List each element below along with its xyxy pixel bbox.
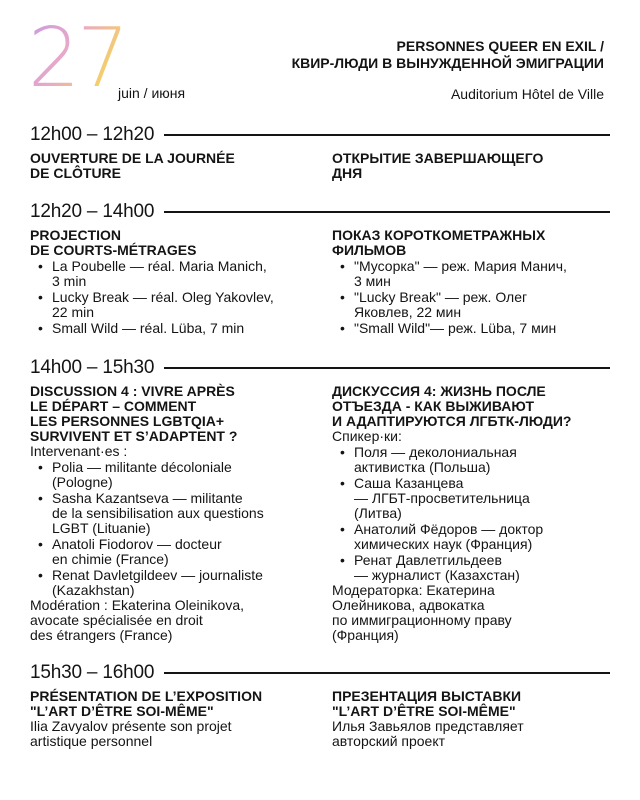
list-item-line: (Kazakhstan) — [52, 582, 135, 598]
heading-line: PROJECTION — [30, 227, 122, 243]
time-row — [30, 199, 610, 225]
session-heading — [332, 228, 610, 258]
list-item-line: активистка (Польша) — [354, 459, 491, 475]
session-heading — [30, 384, 312, 444]
session-block — [30, 355, 610, 654]
session-block — [30, 199, 610, 352]
heading-line: ОТЪЕЗДА - КАК ВЫЖИВАЮТ — [332, 398, 535, 414]
divider-line — [164, 211, 610, 213]
list-item-line: • Поля — деколониальная — [354, 444, 517, 460]
list-item-line: • "Lucky Break" — реж. Олег — [354, 289, 528, 305]
time-row — [30, 660, 610, 686]
column-fr — [30, 228, 312, 336]
list-item-line: en chimie (France) — [52, 551, 169, 567]
session-heading — [30, 228, 312, 258]
event-title-line: КВИР-ЛЮДИ В ВЫНУЖДЕННОЙ ЭМИГРАЦИИ — [291, 55, 604, 71]
list-item-line: • "Small Wild"— реж. Lüba, 7 мин — [354, 320, 557, 336]
list-item-line: • Small Wild — réal. Lüba, 7 min — [52, 320, 245, 336]
list-item — [38, 491, 312, 536]
column-ru — [332, 384, 610, 643]
heading-line: DE CLÔTURE — [30, 165, 121, 181]
month-label: juin / июня — [118, 85, 186, 101]
list-item-line: • La Poubelle — réal. Maria Manich, — [52, 258, 267, 274]
list-item-line: • Саша Казанцева — [354, 475, 464, 491]
list-item — [38, 568, 312, 598]
time-row — [30, 355, 610, 381]
list-item-line: de la sensibilisation aux questions — [52, 505, 264, 521]
venue-label: Auditorium Hôtel de Ville — [450, 86, 604, 102]
session-columns — [30, 689, 610, 759]
column-ru — [332, 151, 610, 181]
heading-line: ДНЯ — [332, 165, 363, 181]
session-columns — [30, 151, 610, 201]
list-item-line: • Lucky Break — réal. Oleg Yakovlev, — [52, 289, 274, 305]
heading-line: "L’ART D’ÊTRE SOI-MÊME" — [30, 703, 214, 719]
session-note — [30, 719, 312, 749]
note-line: Ilia Zavyalov présente son projet — [30, 718, 232, 734]
heading-line: ПРЕЗЕНТАЦИЯ ВЫСТАВКИ — [332, 688, 522, 704]
time-label: 14h00 – 15h30 — [30, 357, 155, 378]
list-item — [340, 259, 610, 289]
list-item — [38, 259, 312, 289]
list-item — [340, 290, 610, 320]
list-item-line: (Литва) — [354, 505, 402, 521]
note-line: (Франция) — [332, 627, 399, 643]
session-block — [30, 122, 610, 201]
time-row — [30, 122, 610, 148]
time-label: 12h00 – 12h20 — [30, 124, 155, 145]
heading-line: DE COURTS-MÉTRAGES — [30, 242, 197, 258]
day-number: 27 — [28, 11, 127, 106]
list-item — [340, 476, 610, 521]
list-item-line: • "Мусорка" — реж. Мария Манич, — [354, 258, 567, 274]
heading-line: OUVERTURE DE LA JOURNÉE — [30, 150, 235, 166]
list-item-line: LGBT (Lituanie) — [52, 520, 151, 536]
session-heading — [332, 689, 610, 719]
list-item — [340, 522, 610, 552]
session-heading — [30, 151, 312, 181]
session-note — [332, 719, 610, 749]
list-item-line: — журналист (Казахстан) — [354, 567, 520, 583]
list-item-line: Яковлев, 22 мин — [354, 304, 462, 320]
heading-line: ОТКРЫТИЕ ЗАВЕРШАЮЩЕГО — [332, 150, 544, 166]
divider-line — [164, 134, 610, 136]
note-line: Олейникова, адвокатка — [332, 597, 485, 613]
heading-line: "L’ART D’ÊTRE SOI-MÊME" — [332, 703, 516, 719]
bullet-list — [30, 259, 312, 336]
list-item-line: • Анатолий Фёдоров — доктор — [354, 521, 544, 537]
session-heading — [332, 151, 610, 181]
heading-line: И АДАПТИРУЮТСЯ ЛГБТК-ЛЮДИ? — [332, 413, 572, 429]
time-label: 15h30 – 16h00 — [30, 662, 155, 683]
session-columns — [30, 384, 610, 654]
list-item-line: — ЛГБТ-просветительница — [354, 490, 530, 506]
note-line: Модераторка: Екатерина — [332, 582, 495, 598]
note-line: des étrangers (France) — [30, 627, 173, 643]
session-block — [30, 660, 610, 759]
session-note — [30, 598, 312, 643]
heading-line: LE DÉPART – COMMENT — [30, 398, 197, 414]
bullet-list — [30, 460, 312, 598]
list-item-line: • Anatoli Fiodorov — docteur — [52, 536, 222, 552]
list-item-line: • Polia — militante décoloniale — [52, 459, 232, 475]
list-item-line: • Sasha Kazantseva — militante — [52, 490, 243, 506]
list-item-line: (Pologne) — [52, 474, 113, 490]
speakers-intro: Intervenant·es : — [30, 443, 128, 459]
bullet-list — [332, 445, 610, 583]
list-item-line: 22 min — [52, 304, 95, 320]
list-item — [340, 321, 610, 336]
event-title-line: PERSONNES QUEER EN EXIL / — [396, 38, 604, 54]
list-item — [340, 553, 610, 583]
column-ru — [332, 228, 610, 336]
heading-line: LES PERSONNES LGBTQIA+ — [30, 413, 225, 429]
column-fr — [30, 384, 312, 643]
speakers-intro: Спикер·ки: — [332, 428, 402, 444]
header — [0, 0, 640, 120]
list-item — [38, 321, 312, 336]
list-item-line: • Ренат Давлетгильдеев — [354, 552, 502, 568]
note-line: Modération : Ekaterina Oleinikova, — [30, 597, 244, 613]
event-title — [292, 38, 604, 72]
session-heading — [332, 384, 610, 429]
heading-line: ДИСКУССИЯ 4: ЖИЗНЬ ПОСЛЕ — [332, 383, 546, 399]
note-line: авторский проект — [332, 733, 446, 749]
session-columns — [30, 228, 610, 352]
column-fr — [30, 151, 312, 181]
session-heading — [30, 689, 312, 719]
list-item — [340, 445, 610, 475]
list-item-line: химических наук (Франция) — [354, 536, 533, 552]
heading-line: DISCUSSION 4 : VIVRE APRÈS — [30, 383, 235, 399]
heading-line: SURVIVENT ET S’ADAPTENT ? — [30, 428, 238, 444]
list-item-line: 3 мин — [354, 273, 391, 289]
divider-line — [164, 672, 610, 674]
heading-line: ПОКАЗ КОРОТКОМЕТРАЖНЫХ — [332, 227, 546, 243]
list-item — [38, 460, 312, 490]
list-item — [38, 537, 312, 567]
heading-line: PRÉSENTATION DE L’EXPOSITION — [30, 688, 263, 704]
column-ru — [332, 689, 610, 749]
time-label: 12h20 – 14h00 — [30, 201, 155, 222]
list-item-line: • Renat Davletgildeev — journaliste — [52, 567, 263, 583]
column-fr — [30, 689, 312, 749]
heading-line: ФИЛЬМОВ — [332, 242, 407, 258]
note-line: Илья Завьялов представляет — [332, 718, 524, 734]
note-line: avocate spécialisée en droit — [30, 612, 203, 628]
note-line: по иммиграционному праву — [332, 612, 512, 628]
session-note — [332, 583, 610, 643]
divider-line — [164, 367, 610, 369]
list-item — [38, 290, 312, 320]
list-item-line: 3 min — [52, 273, 87, 289]
note-line: artistique personnel — [30, 733, 153, 749]
bullet-list — [332, 259, 610, 336]
